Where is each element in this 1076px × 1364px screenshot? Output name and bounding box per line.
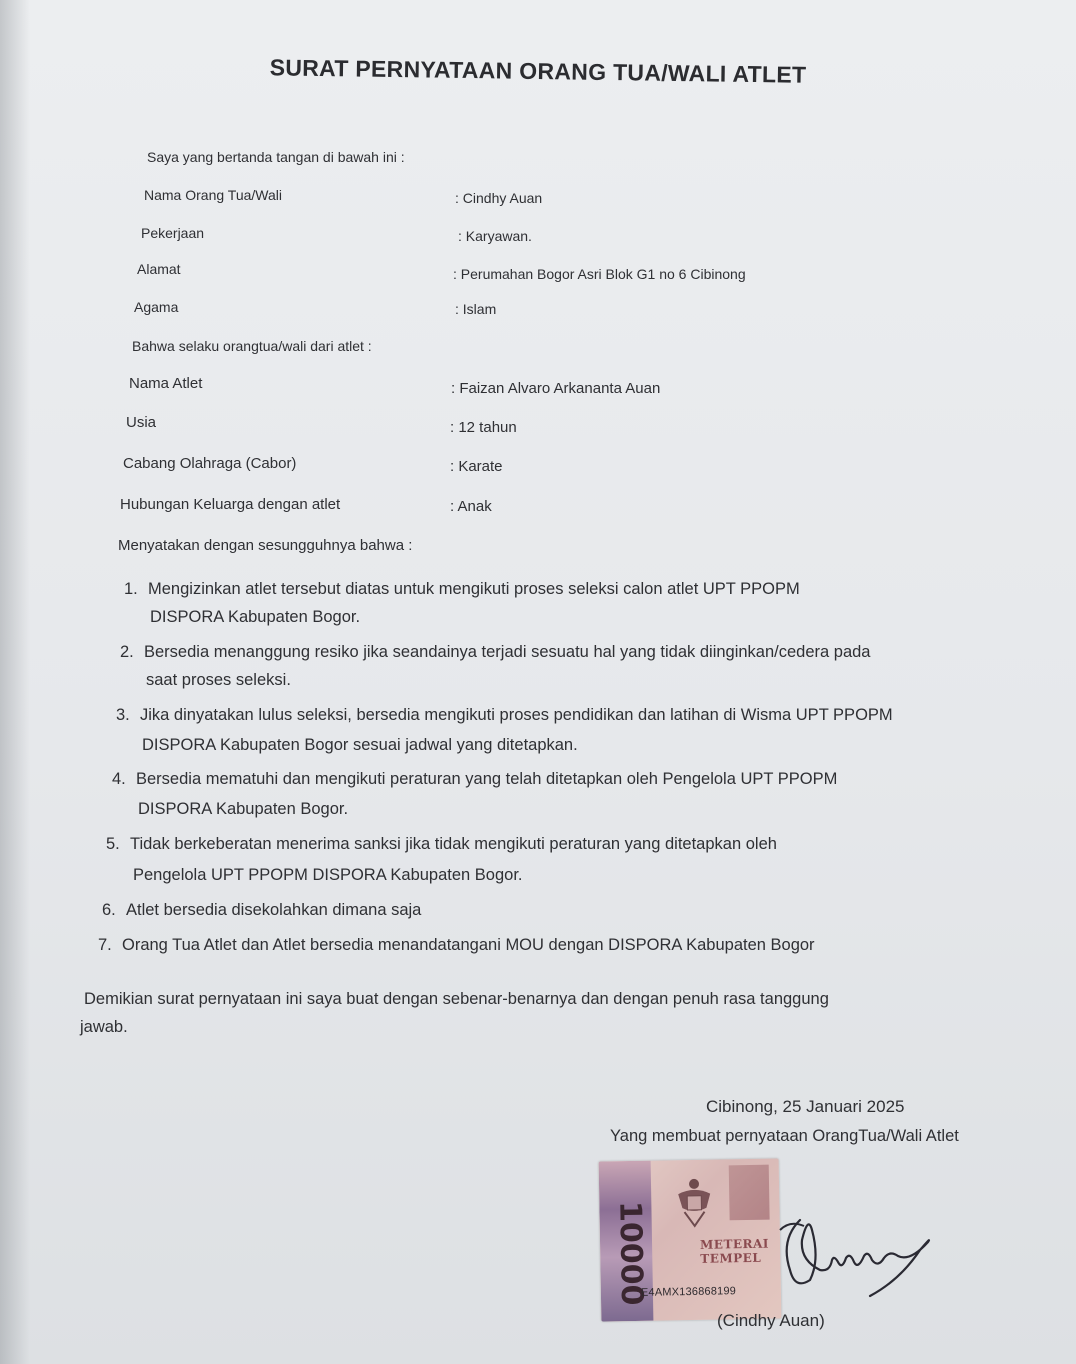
item-number: 4. — [112, 770, 126, 788]
item-number: 5. — [106, 835, 120, 853]
statement-item — [112, 770, 837, 789]
item-line1: Jika dinyatakan lulus seleksi, bersedia mengikuti proses pendidikan dan latihan di Wisma UPT PPOPM — [140, 706, 893, 724]
statement-item — [98, 936, 815, 955]
stamp-label-line2: TEMPEL — [700, 1250, 762, 1266]
signer-role: Yang membuat pernyataan OrangTua/Wali Atlet — [610, 1127, 959, 1145]
athlete-sport-value: : Karate — [450, 458, 503, 475]
relation-intro-text: Bahwa selaku orangtua/wali dari atlet : — [132, 338, 372, 354]
statement-item — [102, 901, 421, 920]
item-line1: Atlet bersedia disekolahkan dimana saja — [126, 901, 422, 919]
athlete-age-label: Usia — [126, 414, 157, 431]
athlete-age-value: : 12 tahun — [450, 419, 517, 436]
parent-religion-label: Agama — [134, 299, 179, 315]
stamp-serial: E4AMX136868199 — [640, 1285, 737, 1299]
item-line1: Mengizinkan atlet tersebut diatas untuk mengikuti proses seleksi calon atlet UPT PPOPM — [148, 580, 800, 598]
parent-address-value: : Perumahan Bogor Asri Blok G1 no 6 Cibinong — [453, 266, 746, 282]
item-line1: Bersedia menanggung resiko jika seandainya terjadi sesuatu hal yang tidak diinginkan/cedera pada — [144, 643, 871, 661]
parent-name-label: Nama Orang Tua/Wali — [144, 187, 282, 203]
statement-intro-text: Menyatakan dengan sesungguhnya bahwa : — [118, 537, 413, 554]
statement-item-continuation: Pengelola UPT PPOPM DISPORA Kabupaten Bogor. — [133, 866, 523, 884]
handwritten-signature — [760, 1200, 950, 1310]
statement-item — [120, 643, 870, 662]
item-number: 1. — [124, 580, 138, 598]
parent-address-label: Alamat — [137, 261, 181, 277]
statement-item-continuation: DISPORA Kabupaten Bogor. — [138, 800, 349, 818]
item-number: 7. — [98, 936, 112, 954]
stamp-value: 10000 — [612, 1200, 650, 1306]
stamp-label-line1: METERAI — [699, 1236, 770, 1252]
intro-text: Saya yang bertanda tangan di bawah ini : — [147, 149, 405, 165]
item-number: 3. — [116, 706, 130, 724]
item-line1: Tidak berkeberatan menerima sanksi jika tidak mengikuti peraturan yang ditetapkan oleh — [130, 835, 777, 853]
parent-name-value: : Cindhy Auan — [455, 190, 543, 206]
garuda-emblem-icon — [674, 1174, 715, 1233]
place-date: Cibinong, 25 Januari 2025 — [706, 1097, 905, 1116]
stamp-label — [700, 1237, 769, 1266]
revenue-stamp — [599, 1158, 782, 1321]
statement-item-continuation: saat proses seleksi. — [146, 671, 291, 689]
closing-paragraph-line1: Demikian surat pernyataan ini saya buat dengan sebenar-benarnya dan dengan penuh rasa tanggung — [84, 990, 829, 1008]
statement-item-continuation: DISPORA Kabupaten Bogor sesuai jadwal yang ditetapkan. — [142, 736, 578, 754]
signer-name: (Cindhy Auan) — [717, 1311, 825, 1330]
statement-item — [124, 580, 800, 599]
document-title: SURAT PERNYATAAN ORANG TUA/WALI ATLET — [269, 54, 807, 88]
statement-item-continuation: DISPORA Kabupaten Bogor. — [150, 608, 361, 626]
parent-religion-value: : Islam — [455, 301, 497, 317]
closing-paragraph-line2: jawab. — [80, 1018, 128, 1036]
athlete-name-label: Nama Atlet — [129, 375, 203, 392]
parent-job-value: : Karyawan. — [458, 228, 532, 244]
athlete-relation-value: : Anak — [450, 498, 492, 515]
statement-item — [106, 835, 777, 854]
athlete-name-value: : Faizan Alvaro Arkananta Auan — [451, 380, 661, 397]
item-line1: Orang Tua Atlet dan Atlet bersedia menandatangani MOU dengan DISPORA Kabupaten Bogor — [122, 936, 815, 954]
item-number: 2. — [120, 643, 134, 661]
item-number: 6. — [102, 901, 116, 919]
parent-job-label: Pekerjaan — [141, 225, 205, 241]
athlete-sport-label: Cabang Olahraga (Cabor) — [123, 455, 297, 472]
statement-item — [116, 706, 893, 725]
athlete-relation-label: Hubungan Keluarga dengan atlet — [120, 496, 341, 513]
item-line1: Bersedia mematuhi dan mengikuti peraturan yang telah ditetapkan oleh Pengelola UPT PPOPM — [136, 770, 838, 788]
